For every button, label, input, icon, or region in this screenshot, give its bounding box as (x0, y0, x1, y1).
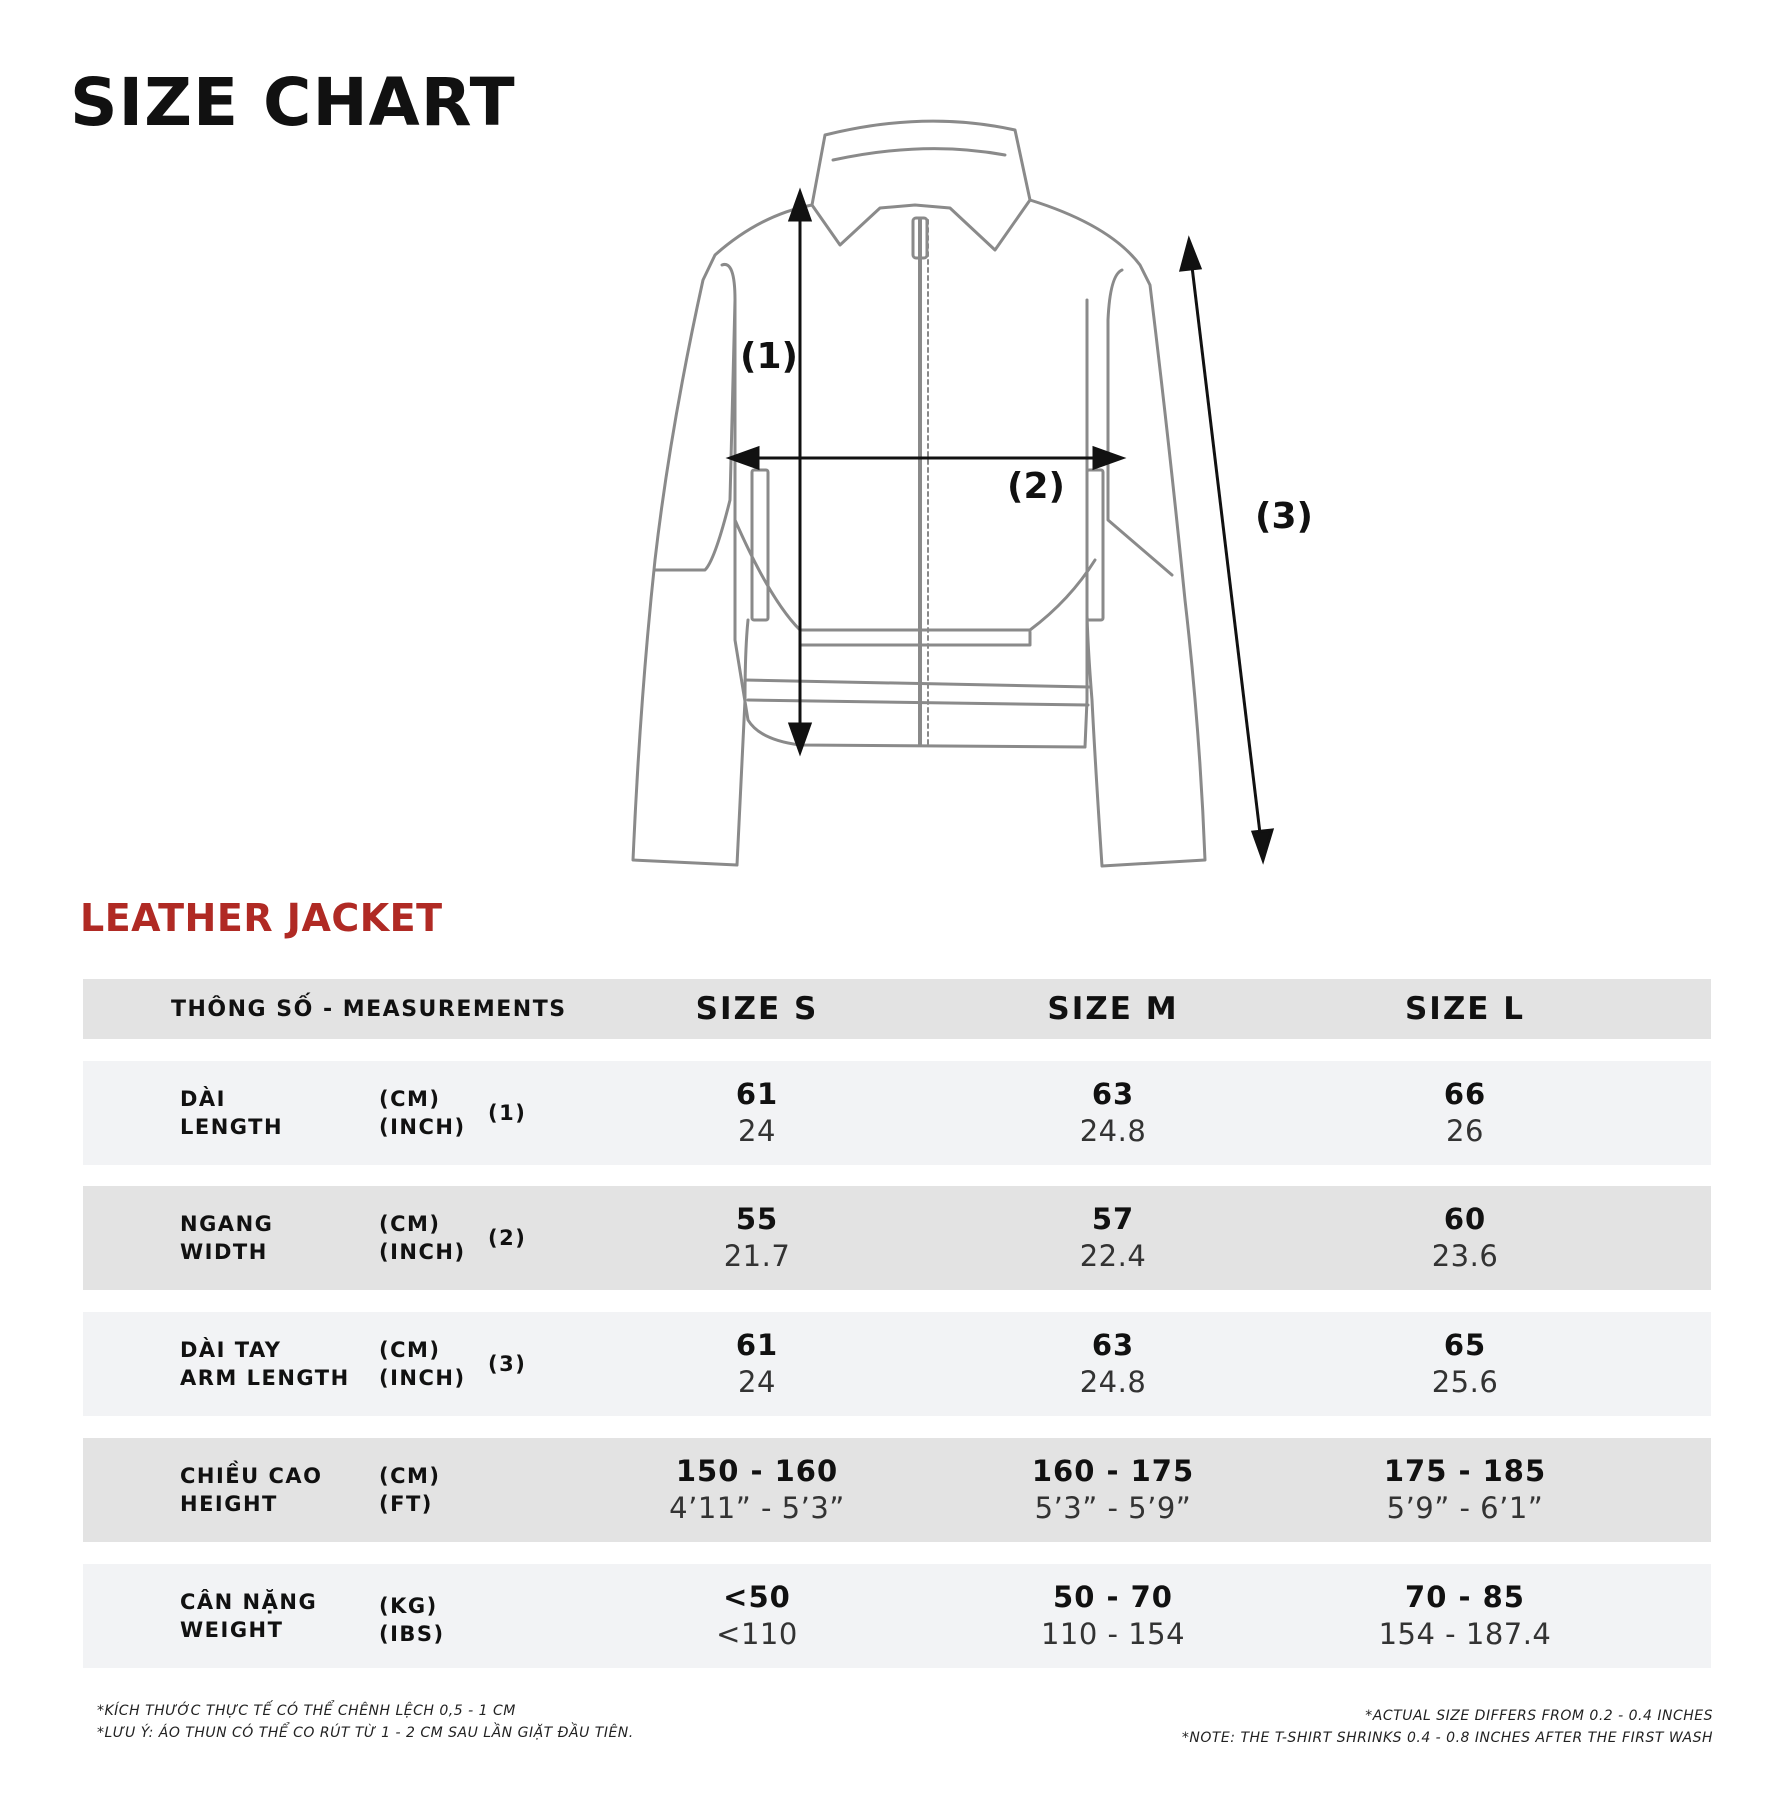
table-row-weight (83, 1564, 1711, 1668)
label-vi: DÀI (180, 1087, 226, 1111)
left-pocket (752, 470, 768, 620)
row-label (180, 1462, 323, 1518)
value-size-m (953, 1327, 1273, 1401)
value-size-m (953, 1201, 1273, 1275)
notes-english (1182, 1705, 1713, 1749)
table-row-height (83, 1438, 1711, 1542)
diagram-label-3: (3) (1255, 496, 1313, 537)
label-vi: NGANG (180, 1212, 274, 1236)
value-secondary: 4’11” - 5’3” (669, 1491, 845, 1525)
note-line: *LƯU Ý: ÁO THUN CÓ THỂ CO RÚT TỪ 1 - 2 CM SAU LẦN GIẶT ĐẦU TIÊN. (97, 1725, 634, 1741)
value-size-m (953, 1579, 1273, 1653)
unit-secondary: (INCH) (379, 1366, 466, 1390)
table-row-width (83, 1186, 1711, 1290)
value-secondary: 5’3” - 5’9” (1034, 1491, 1192, 1525)
value-size-s (597, 1201, 917, 1275)
table-row-arm-length (83, 1312, 1711, 1416)
right-pocket (1087, 470, 1103, 620)
row-label (180, 1210, 273, 1266)
value-primary: 63 (1091, 1328, 1135, 1362)
value-primary: 61 (735, 1077, 779, 1111)
right-sleeve-outline (1030, 200, 1205, 866)
size-m-header: SIZE M (1047, 991, 1179, 1027)
value-size-s (597, 1327, 917, 1401)
unit-primary: (CM) (379, 1087, 441, 1111)
value-secondary: 26 (1446, 1114, 1484, 1148)
product-name: LEATHER JACKET (80, 896, 443, 940)
value-primary: 70 - 85 (1405, 1580, 1525, 1614)
note-line: *NOTE: THE T-SHIRT SHRINKS 0.4 - 0.8 INCHES AFTER THE FIRST WASH (1181, 1730, 1713, 1746)
size-s-header: SIZE S (695, 991, 819, 1027)
value-primary: 60 (1443, 1202, 1487, 1236)
value-primary: 175 - 185 (1383, 1454, 1547, 1488)
row-units (379, 1085, 466, 1141)
value-size-m (953, 1076, 1273, 1150)
row-ref: (3) (488, 1352, 527, 1376)
unit-secondary: (FT) (379, 1492, 433, 1516)
row-label (180, 1588, 317, 1644)
note-line: *ACTUAL SIZE DIFFERS FROM 0.2 - 0.4 INCHES (1365, 1708, 1713, 1724)
value-primary: <50 (723, 1580, 791, 1614)
row-units (379, 1336, 466, 1392)
value-primary: 55 (735, 1202, 779, 1236)
label-en: WIDTH (180, 1240, 268, 1264)
unit-secondary: (INCH) (379, 1115, 466, 1139)
left-sleeve-outline (633, 205, 812, 865)
unit-secondary: (IBS) (379, 1622, 445, 1646)
value-secondary: 154 - 187.4 (1378, 1617, 1552, 1651)
unit-primary: (CM) (379, 1464, 441, 1488)
value-size-m (953, 1453, 1273, 1527)
page-title: SIZE CHART (70, 64, 516, 141)
value-primary: 65 (1443, 1328, 1487, 1362)
note-line: *KÍCH THƯỚC THỰC TẾ CÓ THỂ CHÊNH LỆCH 0,5 - 1 CM (97, 1703, 516, 1719)
value-size-l (1305, 1453, 1625, 1527)
value-secondary: <110 (716, 1617, 798, 1651)
row-units (379, 1462, 441, 1518)
label-vi: CÂN NẶNG (180, 1590, 318, 1614)
label-en: LENGTH (180, 1115, 284, 1139)
label-en: ARM LENGTH (180, 1366, 350, 1390)
value-secondary: 5’9” - 6’1” (1386, 1491, 1544, 1525)
value-size-s (597, 1579, 917, 1653)
value-primary: 160 - 175 (1031, 1454, 1195, 1488)
label-vi: DÀI TAY (180, 1338, 282, 1362)
unit-primary: (CM) (379, 1338, 441, 1362)
value-size-s (597, 1076, 917, 1150)
row-label (180, 1336, 350, 1392)
row-units (379, 1210, 466, 1266)
size-l-header: SIZE L (1404, 991, 1526, 1027)
value-secondary: 22.4 (1079, 1239, 1147, 1273)
label-en: HEIGHT (180, 1492, 278, 1516)
value-secondary: 110 - 154 (1040, 1617, 1186, 1651)
unit-secondary: (INCH) (379, 1240, 466, 1264)
row-units (379, 1584, 445, 1648)
table-header (83, 979, 1711, 1039)
label-en: WEIGHT (180, 1618, 284, 1642)
value-primary: 50 - 70 (1053, 1580, 1173, 1614)
row-label (180, 1085, 283, 1141)
unit-primary: (KG) (379, 1594, 438, 1618)
value-secondary: 23.6 (1431, 1239, 1499, 1273)
measurement-header: THÔNG SỐ - MEASUREMENTS (171, 996, 567, 1022)
value-secondary: 24 (738, 1365, 776, 1399)
label-vi: CHIỀU CAO (180, 1464, 323, 1488)
value-secondary: 24.8 (1079, 1365, 1147, 1399)
row-ref: (1) (488, 1101, 527, 1125)
value-size-l (1305, 1076, 1625, 1150)
value-primary: 63 (1091, 1077, 1135, 1111)
diagram-label-1: (1) (740, 336, 798, 377)
value-secondary: 25.6 (1431, 1365, 1499, 1399)
jacket-diagram (600, 110, 1320, 880)
notes-vietnamese (97, 1700, 634, 1744)
unit-primary: (CM) (379, 1212, 441, 1236)
value-size-l (1305, 1201, 1625, 1275)
value-primary: 57 (1091, 1202, 1135, 1236)
value-size-s (597, 1453, 917, 1527)
value-primary: 150 - 160 (675, 1454, 839, 1488)
value-size-l (1305, 1327, 1625, 1401)
value-secondary: 24 (738, 1114, 776, 1148)
diagram-label-2: (2) (1007, 466, 1065, 507)
value-size-l (1305, 1579, 1625, 1653)
value-primary: 66 (1443, 1077, 1487, 1111)
table-row-length (83, 1061, 1711, 1165)
row-ref: (2) (488, 1226, 527, 1250)
value-primary: 61 (735, 1328, 779, 1362)
value-secondary: 24.8 (1079, 1114, 1147, 1148)
value-secondary: 21.7 (723, 1239, 791, 1273)
